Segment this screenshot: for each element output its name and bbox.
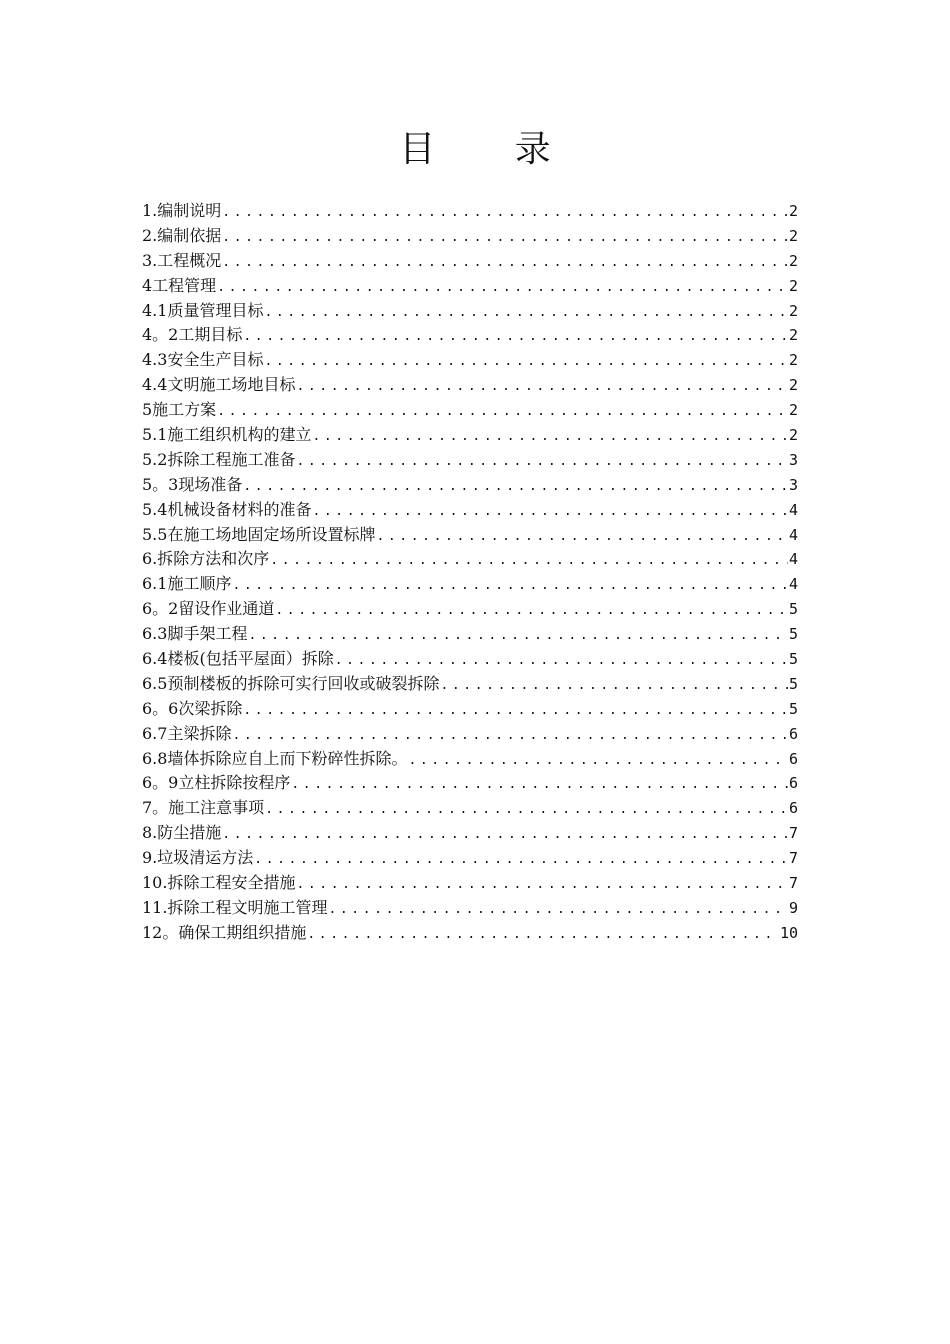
toc-title: 目 录 [399,129,585,170]
toc-entry-page-number: 7 [788,824,798,843]
toc-entry[interactable] [142,473,798,498]
toc-dot-leader [264,350,788,373]
toc-entry-label: 6.7主梁拆除 [142,723,232,743]
toc-entry-page-number: 2 [788,202,798,220]
toc-dot-leader [270,549,788,572]
toc-entry-page-number: 5 [788,674,798,693]
toc-entry-label: 9.垃圾清运方法 [142,848,254,868]
toc-entry[interactable] [142,622,798,647]
toc-entry-page-number: 3 [788,450,798,469]
toc-dot-leader [222,226,788,249]
toc-entry-page-number: 2 [788,226,798,245]
toc-entry[interactable] [142,373,798,398]
toc-entry-label: 4.3安全生产目标 [142,350,264,370]
toc-entry-page-number: 9 [788,898,798,917]
toc-entry-label: 12。确保工期组织措施 [142,922,307,942]
toc-entry-label: 6.3脚手架工程 [142,624,248,644]
toc-entry-label: 6.1施工顺序 [142,574,232,594]
toc-dot-leader [328,898,788,921]
toc-dot-leader [312,500,788,523]
toc-entry[interactable] [142,597,798,622]
toc-dot-leader [222,201,788,224]
toc-entry-label: 2.编制依据 [142,225,222,245]
toc-dot-leader [307,923,779,946]
toc-entry-label: 6.4楼板(包括平屋面）拆除 [142,649,334,669]
toc-entry[interactable] [142,697,798,722]
toc-entry[interactable] [142,398,798,423]
toc-entry[interactable] [142,348,798,373]
toc-entry-label: 4。2工期目标 [142,325,243,345]
toc-entry-label: 11.拆除工程文明施工管理 [142,897,328,917]
toc-entry-label: 7。施工注意事项 [142,798,265,818]
toc-dot-leader [296,873,788,896]
toc-entry[interactable] [142,199,798,224]
toc-entry-page-number: 4 [788,500,798,519]
toc-entry-page-number: 4 [788,575,798,594]
toc-entry[interactable] [142,547,798,572]
toc-entry-page-number: 2 [788,326,798,345]
toc-dot-leader [296,450,788,473]
toc-entry[interactable] [142,323,798,348]
toc-list [142,199,798,946]
toc-dot-leader [232,574,788,597]
toc-entry-page-number: 4 [788,550,798,569]
toc-dot-leader [243,475,788,498]
toc-dot-leader [312,425,788,448]
toc-entry-page-number: 5 [788,625,798,644]
toc-entry-label: 6.拆除方法和次序 [142,549,270,569]
toc-entry-label: 4工程管理 [142,275,217,295]
toc-entry[interactable] [142,796,798,821]
toc-dot-leader [232,724,788,747]
toc-entry-label: 3.工程概况 [142,250,222,270]
toc-entry-label: 4.1质量管理目标 [142,300,264,320]
toc-entry[interactable] [142,821,798,846]
toc-entry-page-number: 6 [788,749,798,768]
toc-dot-leader [222,823,788,846]
toc-entry-page-number: 2 [788,251,798,270]
toc-entry[interactable] [142,747,798,772]
toc-entry-page-number: 7 [788,849,798,868]
toc-dot-leader [275,599,788,622]
toc-entry-page-number: 2 [788,426,798,445]
toc-dot-leader [243,699,788,722]
toc-dot-leader [291,773,788,796]
toc-entry[interactable] [142,249,798,274]
toc-entry-page-number: 6 [788,799,798,818]
toc-entry[interactable] [142,274,798,299]
toc-dot-leader [243,325,788,348]
toc-entry-page-number: 6 [788,774,798,793]
toc-entry[interactable] [142,921,798,946]
toc-entry-page-number: 5 [788,699,798,718]
toc-dot-leader [217,276,788,299]
toc-entry-label: 6.8墙体拆除应自上而下粉碎性拆除。 [142,748,408,768]
toc-entry[interactable] [142,572,798,597]
toc-entry-label: 4.4文明施工场地目标 [142,375,296,395]
toc-entry[interactable] [142,722,798,747]
toc-entry-page-number: 5 [788,600,798,619]
toc-entry-page-number: 7 [788,874,798,893]
toc-entry-label: 5。3现场准备 [142,474,243,494]
toc-entry-page-number: 6 [788,724,798,743]
toc-dot-leader [408,749,788,772]
toc-entry[interactable] [142,523,798,548]
toc-entry[interactable] [142,871,798,896]
toc-entry[interactable] [142,896,798,921]
toc-dot-leader [376,525,788,548]
toc-entry-page-number: 2 [788,276,798,295]
toc-entry[interactable] [142,299,798,324]
toc-entry-label: 6。9立柱拆除按程序 [142,773,291,793]
toc-entry-page-number: 2 [788,351,798,370]
toc-entry[interactable] [142,647,798,672]
toc-entry-label: 5.4机械设备材料的准备 [142,499,312,519]
toc-entry[interactable] [142,448,798,473]
toc-dot-leader [217,400,788,423]
toc-dot-leader [222,251,788,274]
toc-entry-page-number: 10 [779,923,798,942]
toc-dot-leader [296,375,788,398]
toc-entry-label: 6。2留设作业通道 [142,599,275,619]
toc-entry[interactable] [142,224,798,249]
toc-entry-page-number: 2 [788,401,798,420]
toc-dot-leader [440,674,788,697]
toc-entry-label: 1.编制说明 [142,201,222,220]
toc-entry[interactable] [142,771,798,796]
toc-entry-label: 6.5预制楼板的拆除可实行回收或破裂拆除 [142,673,440,693]
toc-entry-page-number: 2 [788,376,798,395]
toc-entry-label: 8.防尘措施 [142,823,222,843]
toc-entry-label: 5.1施工组织机构的建立 [142,425,312,445]
toc-entry[interactable] [142,846,798,871]
toc-entry-label: 5.5在施工场地固定场所设置标牌 [142,524,376,544]
toc-entry-page-number: 4 [788,525,798,544]
toc-entry-label: 10.拆除工程安全措施 [142,873,296,893]
toc-entry-label: 5.2拆除工程施工准备 [142,449,296,469]
toc-dot-leader [265,798,788,821]
toc-entry-page-number: 2 [788,301,798,320]
toc-dot-leader [248,624,788,647]
toc-dot-leader [264,301,788,324]
toc-entry-label: 5施工方案 [142,400,217,420]
toc-entry-page-number: 5 [788,650,798,669]
toc-dot-leader [254,848,788,871]
toc-entry[interactable] [142,498,798,523]
toc-entry-label: 6。6次梁拆除 [142,698,243,718]
toc-dot-leader [335,649,788,672]
toc-entry-page-number: 3 [788,475,798,494]
toc-entry[interactable] [142,423,798,448]
toc-entry[interactable] [142,672,798,697]
